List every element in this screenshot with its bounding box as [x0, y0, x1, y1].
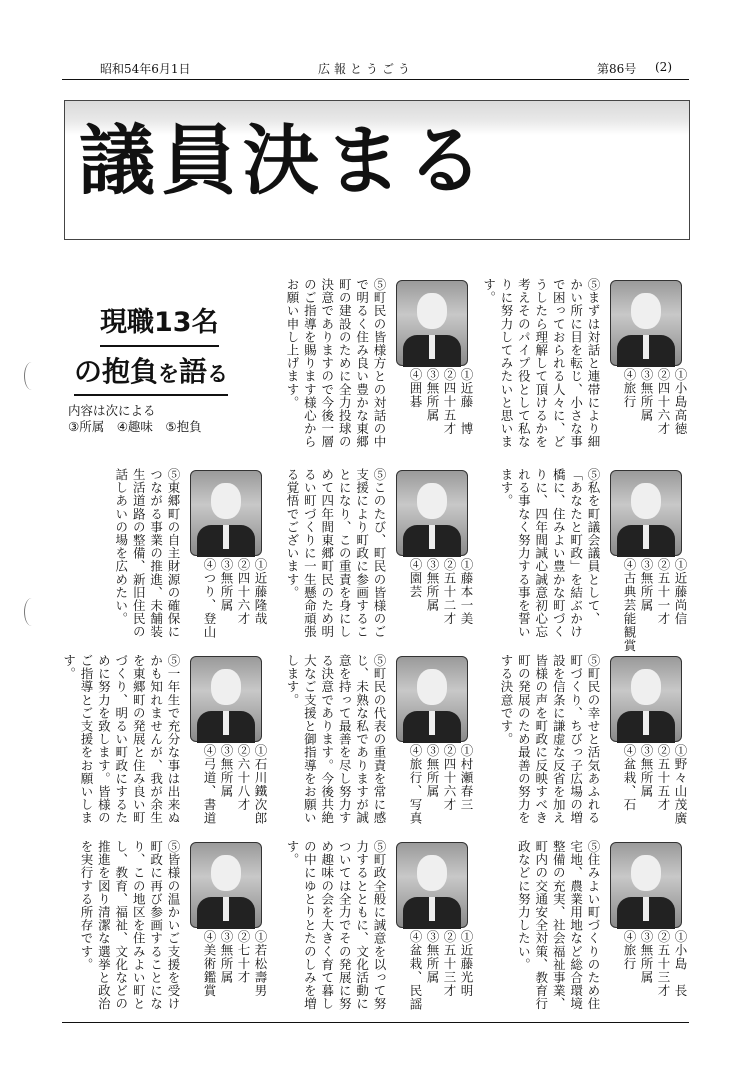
member-photo: [610, 470, 682, 556]
member-photo: [396, 280, 468, 366]
member-statement: ⑤町民の幸せと活気あふれる町づくり、ちびっ子広場の増設を信条に謙虚な反省を加え皆様の声を町政に反映すべき町の発展のため最善の努力をする決意です。: [498, 654, 601, 825]
member-photo: [610, 842, 682, 928]
member-photo: [396, 842, 468, 928]
content-legend: 内容は次による ③所属 ④趣味 ⑤抱負: [68, 403, 202, 434]
member-card: [268, 652, 478, 830]
member-info: ①近藤光明: [459, 930, 474, 998]
member-card: [268, 276, 478, 454]
member-info: ③無所属: [219, 744, 234, 798]
member-info: ①小島 長: [673, 930, 688, 998]
member-info: ②五十二才: [442, 558, 457, 626]
issue-number: 第86号: [597, 62, 637, 76]
member-card: [482, 276, 692, 454]
member-statement: ⑤皆様の温かいご支援を受け町政に再び参画することになり、この地区を住みよい町とし、教育、福祉、文化などの推進を図り清潔な選挙と政治を実行する所存です。: [78, 840, 181, 1011]
member-info: ③無所属: [639, 744, 654, 798]
punch-hole-mark: [24, 362, 39, 390]
member-card: [268, 838, 478, 1016]
member-statement: ⑤東郷町の自主財源の確保につながる事業の推進、未舗装生活道路の整備、新旧住民の話しあいの場を広めたい。: [113, 468, 181, 639]
member-photo: [190, 842, 262, 928]
member-info: ②五十三才: [656, 930, 671, 998]
member-info: ②四十六才: [236, 558, 251, 626]
member-info: ③無所属: [219, 930, 234, 984]
member-card: [62, 652, 272, 830]
member-photo: [610, 656, 682, 742]
member-info: ②四十六才: [656, 368, 671, 436]
member-statement: ⑤このたび、町民の皆様のご支援により町政に参画することになり、この重責を身にしめて四年間東郷町民のため明るい町づくりに一生懸命頑張る覚悟でございます。: [284, 468, 387, 639]
member-info: ③無所属: [639, 558, 654, 612]
page-number: (2): [655, 60, 672, 74]
member-info: ②五十三才: [442, 930, 457, 998]
member-info: ④旅行: [622, 930, 637, 971]
member-info: ④旅行: [622, 368, 637, 409]
member-statement: ⑤一年生で充分な事は出来ぬかも知れませんが、我が余生を東郷町の発展と住み良い町づくり、明るい町政にするために努力を致します。皆様のご指導とご支援をお願いします。: [61, 654, 181, 825]
member-info: ③無所属: [425, 558, 440, 612]
header-rule: [62, 79, 689, 80]
member-info: ②四十六才: [442, 744, 457, 812]
member-card: [482, 466, 692, 653]
member-card: [268, 466, 478, 644]
member-info: ①若松壽男: [253, 930, 268, 998]
member-photo: [190, 470, 262, 556]
member-info: ①小島高徳: [673, 368, 688, 436]
issue-date: 昭和54年6月1日: [100, 62, 191, 76]
newspaper-name: 広報とうごう: [318, 62, 415, 76]
member-info: ②五十五才: [656, 744, 671, 812]
member-info: ③無所属: [425, 744, 440, 798]
member-info: ②六十八才: [236, 744, 251, 812]
subtitle-box: [64, 292, 244, 400]
member-info: ③無所属: [425, 368, 440, 422]
title-box: [64, 100, 690, 240]
member-statement: ⑤町民の皆様方との対話の中で明るく住み良い豊かな東郷町の建設のために全力投球の決意でありますので今後一層のご指導を賜ります様心からお願い申し上げます。: [284, 278, 387, 449]
member-info: ③無所属: [219, 558, 234, 612]
member-statement: ⑤町政全般に誠意を以って努力するとともに、文化活動については全力でその発展に努め趣味の会を大きく育て暮しの中にゆとりとたのしみを増す。: [284, 840, 387, 1011]
member-info: ④盆栽、石: [622, 744, 637, 812]
member-info: ①村瀬春三: [459, 744, 474, 812]
member-info: ③無所属: [639, 368, 654, 422]
punch-hole-mark: [24, 598, 39, 626]
member-info: ③無所属: [639, 930, 654, 984]
member-info: ①石川鐵次郎: [253, 744, 268, 825]
member-info: ③無所属: [425, 930, 440, 984]
member-info: ①野々山茂廣: [673, 744, 688, 825]
subtitle-line1: 現職13名: [100, 300, 219, 347]
member-info: ②七十才: [236, 930, 251, 984]
member-card: [482, 652, 692, 830]
member-statement: ⑤住みよい町づくりのため住宅地、農業用地など総合環境整備の充実、社会福祉事業、町内の交通安全対策、教育行政などに努力したい。: [516, 840, 601, 1011]
member-info: ①近藤尚信: [673, 558, 688, 626]
member-card: [62, 466, 272, 644]
member-statement: ⑤私を町議会議員として、「あなたと町政」を結ぶかけ橋に、住みよい豊かな町づくりに、四年間誠心誠意初心忘れる事なく努力する事を誓います。: [498, 468, 601, 639]
member-info: ②四十五才: [442, 368, 457, 436]
member-photo: [610, 280, 682, 366]
member-statement: ⑤まずは対話と連帯により細かい所に目を転じ、小さな事で困っておられる人々に、どうしたら理解して頂けるかを考えそのパイプ役として私なりに努力してみたいと思います。: [481, 278, 601, 449]
member-info: ①藤本一美: [459, 558, 474, 626]
member-info: ④囲碁: [408, 368, 423, 409]
member-card: [62, 838, 272, 1016]
member-info: ④美術鑑賞: [202, 930, 217, 998]
member-info: ④園芸: [408, 558, 423, 599]
member-card: [482, 838, 692, 1016]
member-info: ①近藤 博: [459, 368, 474, 436]
member-info: ④つり、登山: [202, 558, 217, 639]
subtitle-line2: の抱負を語る: [74, 350, 228, 396]
page-title: 議員決まる: [79, 116, 489, 205]
member-info: ④旅行、写真: [408, 744, 423, 825]
member-info: ④古典芸能観賞: [622, 558, 637, 653]
member-statement: ⑤町民の代表の重責を常に感じ、未熟な私でありますが誠意を持って最善を尽し努力する決意であります。今後共絶大なご支援と御指導をお願いします。: [284, 654, 387, 825]
member-info: ④盆栽、民謡: [408, 930, 423, 1011]
member-photo: [396, 470, 468, 556]
member-photo: [396, 656, 468, 742]
member-info: ④弓道、書道: [202, 744, 217, 825]
member-info: ②五十一才: [656, 558, 671, 626]
footer-rule: [62, 1022, 689, 1023]
page-header: [0, 0, 748, 80]
member-photo: [190, 656, 262, 742]
member-info: ①近藤隆哉: [253, 558, 268, 626]
